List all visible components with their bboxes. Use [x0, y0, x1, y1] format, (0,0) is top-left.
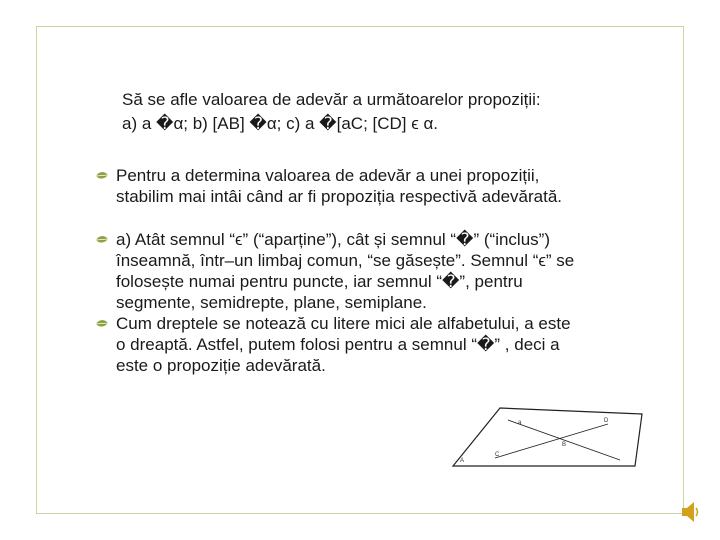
- bullet-1-line-2: stabilim mai intâi când ar fi propoziția respectivă adevărată.: [116, 187, 562, 206]
- leaf-bullet-icon: [94, 169, 110, 183]
- bullet-2-line-3: folosește numai pentru puncte, iar semnul “�”, pentru: [116, 272, 523, 291]
- segment-cd: [495, 424, 608, 458]
- label-a: a: [518, 420, 522, 426]
- heading-line-2: a) a �α; b) [AB] �α; c) a �[aC; [CD] ϵ α.: [122, 114, 439, 133]
- label-c: C: [495, 452, 500, 458]
- plane-figure: [450, 400, 650, 480]
- bullet-3-line-3: este o propoziție adevărată.: [116, 356, 326, 375]
- bullet-item-3: [94, 313, 674, 376]
- leaf-bullet-icon: [94, 233, 110, 247]
- bullet-2-line-4: segmente, semidrepte, plane, semiplane.: [116, 293, 427, 312]
- label-a-point: A: [460, 458, 465, 464]
- bullet-2-line-1: a) Atât semnul “ϵ” (“aparține”), cât și semnul “�” (“inclus”): [116, 230, 550, 249]
- bullet-item-2: [94, 229, 674, 313]
- leaf-bullet-icon: [94, 317, 110, 331]
- bullet-item-1: [94, 165, 674, 207]
- bullet-2-line-2: înseamnă, într–un limbaj comun, “se găsește”. Semnul “ϵ” se: [116, 251, 575, 270]
- slide-heading: [122, 88, 662, 136]
- bullet-3-line-1: Cum dreptele se notează cu litere mici ale alfabetului, a este: [116, 314, 571, 333]
- line-a: [508, 420, 620, 460]
- bullet-list: [94, 165, 674, 376]
- heading-line-1: Să se afle valoarea de adevăr a următoarelor propoziții:: [122, 90, 541, 109]
- speaker-icon[interactable]: [680, 500, 700, 524]
- bullet-1-line-1: Pentru a determina valoarea de adevăr a unei propoziții,: [116, 166, 540, 185]
- label-d: D: [604, 418, 609, 424]
- bullet-3-line-2: o dreaptă. Astfel, putem folosi pentru a semnul “�” , deci a: [116, 335, 560, 354]
- label-b: B: [562, 442, 567, 448]
